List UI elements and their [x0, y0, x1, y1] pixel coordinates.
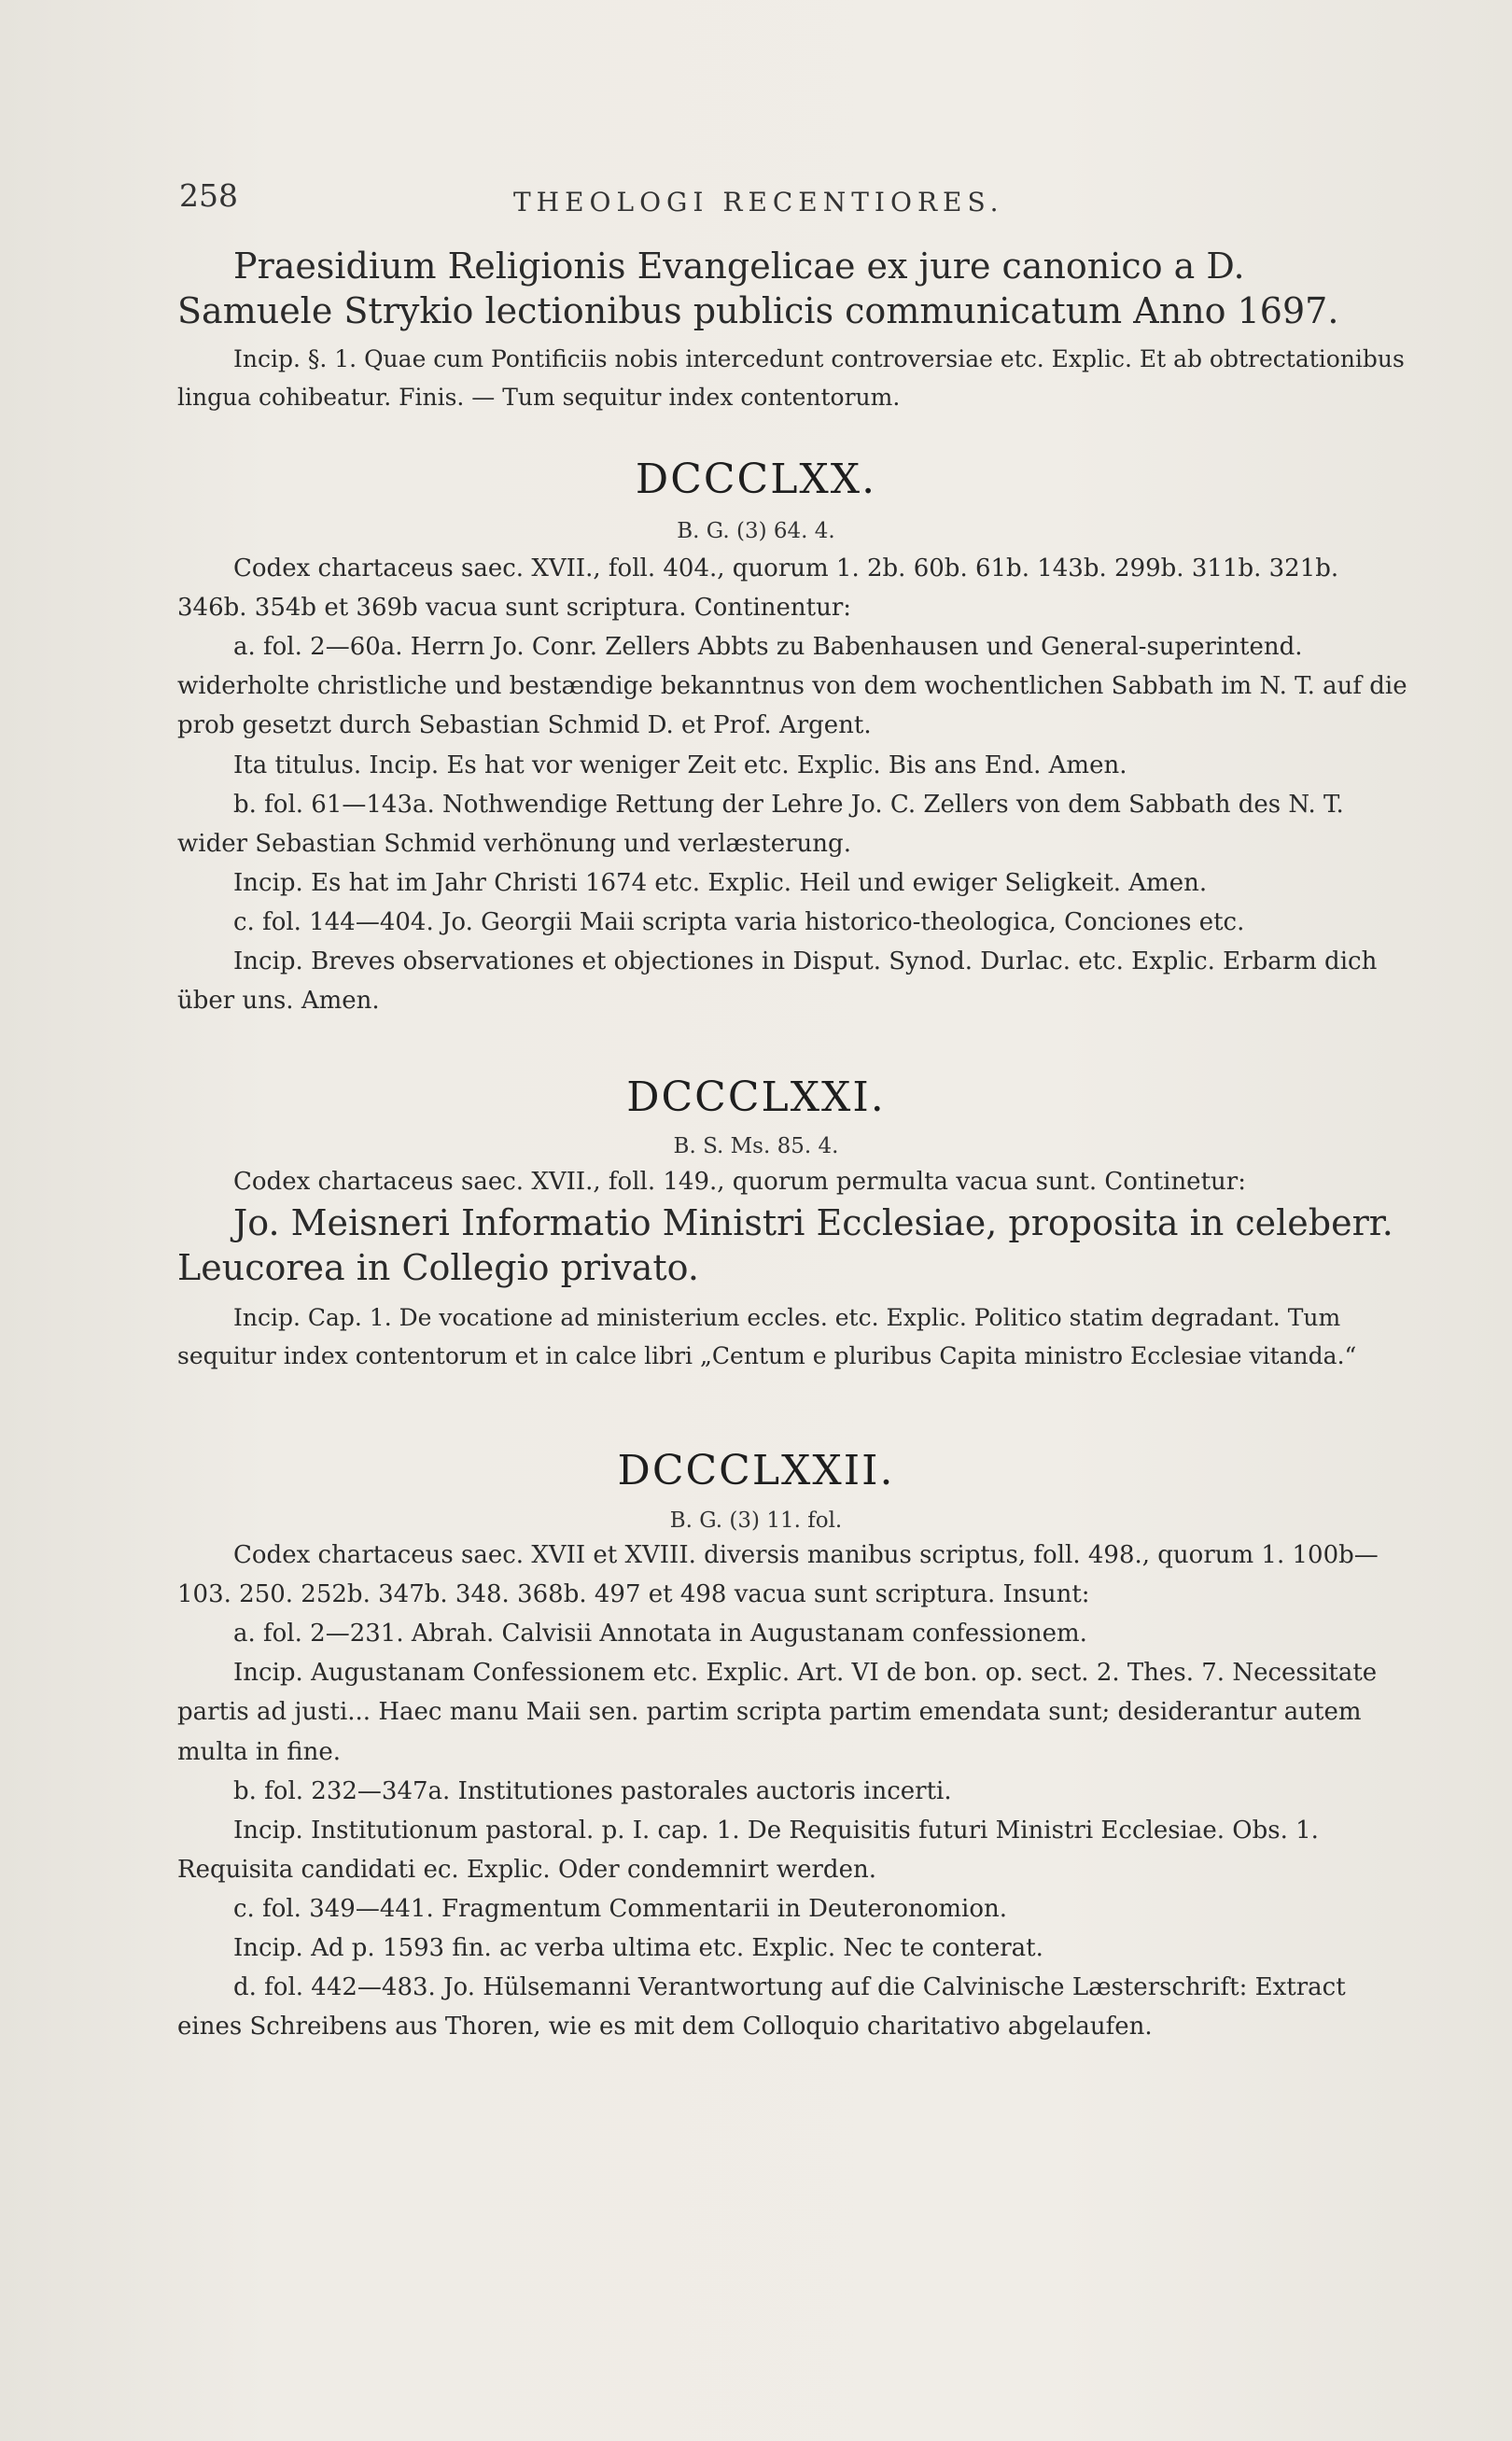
- entry-number-dccclxxi: DCCCLXXI.: [626, 1073, 886, 1121]
- shelfmark-dccclxxi: B. S. Ms. 85. 4.: [673, 1134, 839, 1158]
- incip: Incip. Cap. 1. De vocatione ad ministerium eccles. etc. Explic. Politico statim degradant. Tum sequitur index contentorum et in calce libri „Centum e pluribus Capita ministro Ecclesiae vitanda.“: [177, 1304, 1357, 1369]
- description: Codex chartaceus saec. XVII et XVIII. diversis manibus scriptus, foll. 498., quorum 1. 100b—103. 250. 252b. 347b. 348. 368b. 497 et 498 vacua sunt scriptura. Insunt:: [177, 1541, 1379, 1609]
- shelfmark-dccclxxii: B. G. (3) 11. fol.: [669, 1508, 843, 1533]
- item-d: d. fol. 442—483. Jo. Hülsemanni Verantwortung auf die Calvinische Læsterschrift: Extract eines Schreibens aus Thoren, wie es mit dem Colloquio charitativo abgelaufen.: [177, 1973, 1346, 2041]
- item-b: b. fol. 61—143a. Nothwendige Rettung der Lehre Jo. C. Zellers von dem Sabbath des N. T. wider Sebastian Schmid verhönung und verlæsterung.: [177, 790, 1344, 858]
- entry-number-dccclxx: DCCCLXX.: [635, 456, 877, 503]
- intro-incip: Incip. §. 1. Quae cum Pontificiis nobis intercedunt controversiae etc. Explic. Et ab obtrectationibus lingua cohibeatur. Finis. — Tum sequitur index contentorum.: [177, 345, 1405, 411]
- entry-dccclxxi: [177, 1162, 1409, 1375]
- page-number: 258: [179, 177, 238, 214]
- item-c-incip: Incip. Ad p. 1593 fin. ac verba ultima etc. Explic. Nec te conterat.: [233, 1934, 1043, 1963]
- item-c: c. fol. 349—441. Fragmentum Commentarii in Deuteronomion.: [233, 1894, 1008, 1923]
- item-b-incip: Incip. Institutionum pastoral. p. I. cap. 1. De Requisitis futuri Ministri Ecclesiae. Obs. 1. Requisita candidati ec. Explic. Oder condemnirt werden.: [177, 1816, 1319, 1884]
- description: Codex chartaceus saec. XVII., foll. 149., quorum permulta vacua sunt. Continetur:: [233, 1168, 1246, 1196]
- intro-entry: [177, 245, 1409, 416]
- entry-number-dccclxxii: DCCCLXXII.: [617, 1447, 895, 1494]
- item-c-incip: Incip. Breves observationes et objectiones in Disput. Synod. Durlac. etc. Explic. Erbarm dich über uns. Amen.: [177, 947, 1378, 1016]
- item-a: a. fol. 2—60a. Herrn Jo. Conr. Zellers Abbts zu Babenhausen und General-superintend. widerholte christliche und bestændige bekanntnus von dem wochentlichen Sabbath im N. T. auf die prob gesetzt durch Sebastian Schmid D. et Prof. Argent.: [177, 633, 1407, 740]
- running-title: THEOLOGI RECENTIORES.: [513, 187, 1004, 217]
- item-b-incip: Incip. Es hat im Jahr Christi 1674 etc. Explic. Heil und ewiger Seligkeit. Amen.: [233, 868, 1208, 897]
- item-a: a. fol. 2—231. Abrah. Calvisii Annotata in Augustanam confessionem.: [233, 1620, 1087, 1648]
- entry-dccclxx: [177, 549, 1409, 1020]
- item-b: b. fol. 232—347a. Institutiones pastorales auctoris incerti.: [233, 1776, 952, 1805]
- item-a-incip: Ita titulus. Incip. Es hat vor weniger Zeit etc. Explic. Bis ans End. Amen.: [233, 751, 1127, 779]
- description: Codex chartaceus saec. XVII., foll. 404., quorum 1. 2b. 60b. 61b. 143b. 299b. 311b. 321b. 346b. 354b et 369b vacua sunt scriptura. Continentur:: [177, 554, 1339, 623]
- entry-dccclxxii: [177, 1536, 1409, 2046]
- shelfmark-dccclxx: B. G. (3) 64. 4.: [677, 519, 835, 543]
- item-c: c. fol. 144—404. Jo. Georgii Maii scripta varia historico-theologica, Conciones etc.: [233, 907, 1245, 936]
- intro-title: Praesidium Religionis Evangelicae ex jure canonico a D. Samuele Strykio lectionibus publicis communicatum Anno 1697.: [177, 246, 1339, 331]
- item-a-incip: Incip. Augustanam Confessionem etc. Explic. Art. VI de bon. op. sect. 2. Thes. 7. Necessitate partis ad justi... Haec manu Maii sen. partim scripta partim emendata sunt; desiderantur autem multa in fine.: [177, 1659, 1378, 1766]
- work-title: Jo. Meisneri Informatio Ministri Ecclesiae, proposita in celeberr. Leucorea in Collegio privato.: [177, 1202, 1393, 1288]
